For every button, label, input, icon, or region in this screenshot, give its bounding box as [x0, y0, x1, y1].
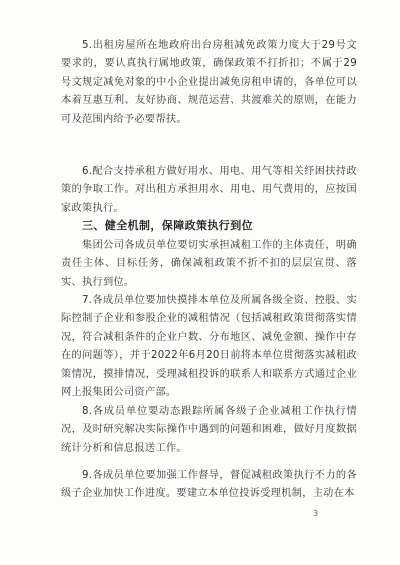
- paragraph-9: 9.各成员单位要加强工作督导，督促减租政策执行不力的各级子企业加快工作进度。要建立本单位投诉受理机制，主动在本: [61, 470, 357, 500]
- paragraph-7: 7.各成员单位要加快摸排本单位及所属各级全资、控股、实际控制子企业和参股企业的减租情况（包括减租政策贯彻落实情况，符合减租条件的企业户数、分布地区、减免金额、操作中存在的问题等），并于2022年6月20日前将本单位贯彻落实减租政策情况，摸排情况，受理减租投诉的联系人和联系方式通过企业网上报集团公司资产部。: [61, 295, 357, 399]
- section-heading: 三、健全机制，保障政策执行到位: [82, 219, 253, 232]
- paragraph-6: 6.配合支持承租方做好用水、用电、用气等相关纾困扶持政策的争取工作。对出租方承担用水、用电、用气费用的，应按国家政策执行。: [61, 166, 357, 214]
- paragraph-responsibility: 集团公司各成员单位要切实承担减租工作的主体责任，明确责任主体、目标任务，确保减租政策不折不扣的层层宣贯、落实、执行到位。: [61, 240, 357, 288]
- paragraph-8: 8.各成员单位要动态跟踪所属各级子企业减租工作执行情况，及时研究解决实际操作中遇到的问题和困难，做好月度数据统计分析和信息报送工作。: [61, 406, 357, 454]
- paragraph-5: 5.出租房屋所在地政府出台房租减免政策力度大于29号文要求的，要认真执行属地政策，确保政策不打折扣；不属于29号文规定减免对象的中小企业提出减免房租申请的，各单位可以本着互惠互利、友好协商、规范运营、共渡难关的原则，在能力可及范围内给予必要帮扶。: [61, 40, 357, 125]
- page-number: 3: [313, 509, 319, 518]
